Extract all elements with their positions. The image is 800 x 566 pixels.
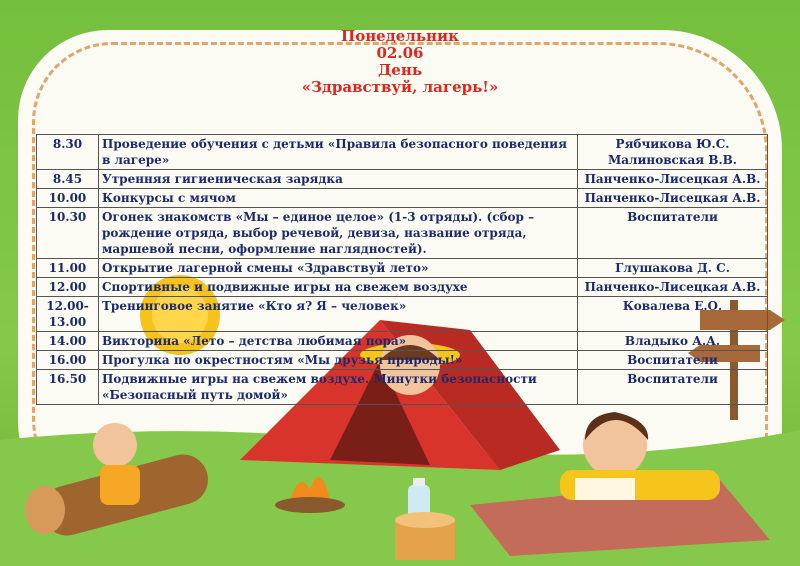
schedule-responsible: Воспитатели [578, 351, 768, 370]
schedule-activity: Огонек знакомств «Мы – единое целое» (1-3 отряды). (сбор – рождение отряда, выбор речевой, девиза, название отряда, маршевой песни, оформление наглядностей). [99, 208, 578, 259]
schedule-time: 14.00 [37, 332, 99, 351]
schedule-activity: Открытие лагерной смены «Здравствуй лето» [99, 259, 578, 278]
schedule-activity: Тренинговое занятие «Кто я? Я – человек» [99, 297, 578, 332]
schedule-activity: Проведение обучения с детьми «Правила безопасного поведения в лагере» [99, 135, 578, 170]
theme-title: «Здравствуй, лагерь!» [301, 78, 499, 96]
schedule-activity: Утренняя гигиеническая зарядка [99, 170, 578, 189]
schedule-responsible: Воспитатели [578, 208, 768, 259]
date-title: 02.06 [376, 44, 424, 62]
schedule-row [37, 259, 768, 278]
schedule-time: 10.00 [37, 189, 99, 208]
schedule-activity: Подвижные игры на свежем воздухе. Минутки безопасности «Безопасный путь домой» [99, 370, 578, 405]
schedule-activity: Викторина «Лето – детства любимая пора» [99, 332, 578, 351]
stump-icon [395, 512, 455, 560]
schedule-time: 16.50 [37, 370, 99, 405]
schedule-row [37, 351, 768, 370]
schedule-responsible: Владыко А.А. [578, 332, 768, 351]
schedule-activity: Конкурсы с мячом [99, 189, 578, 208]
schedule-time: 12.00-13.00 [37, 297, 99, 332]
schedule-time: 8.45 [37, 170, 99, 189]
title-block [250, 28, 550, 96]
schedule-responsible: Ковалева Е.О. [578, 297, 768, 332]
schedule-responsible: Панченко-Лисецкая А.В. [578, 170, 768, 189]
schedule-row [37, 297, 768, 332]
schedule-table [36, 134, 768, 405]
schedule-responsible: Панченко-Лисецкая А.В. [578, 278, 768, 297]
schedule-row [37, 208, 768, 259]
schedule-responsible: Рябчикова Ю.С. Малиновская В.В. [578, 135, 768, 170]
schedule-activity: Спортивные и подвижные игры на свежем воздухе [99, 278, 578, 297]
schedule-time: 8.30 [37, 135, 99, 170]
schedule-responsible: Панченко-Лисецкая А.В. [578, 189, 768, 208]
schedule-row [37, 170, 768, 189]
schedule-time: 11.00 [37, 259, 99, 278]
schedule-row [37, 332, 768, 351]
schedule-activity: Прогулка по окрестностям «Мы друзья природы!» [99, 351, 578, 370]
schedule-time: 16.00 [37, 351, 99, 370]
schedule-time: 12.00 [37, 278, 99, 297]
schedule-row [37, 189, 768, 208]
schedule-responsible: Глушакова Д. С. [578, 259, 768, 278]
schedule-row [37, 278, 768, 297]
schedule-time: 10.30 [37, 208, 99, 259]
schedule-responsible: Воспитатели [578, 370, 768, 405]
schedule-row [37, 370, 768, 405]
day-title: Понедельник [341, 27, 459, 45]
schedule-row [37, 135, 768, 170]
day-word: День [377, 61, 423, 79]
